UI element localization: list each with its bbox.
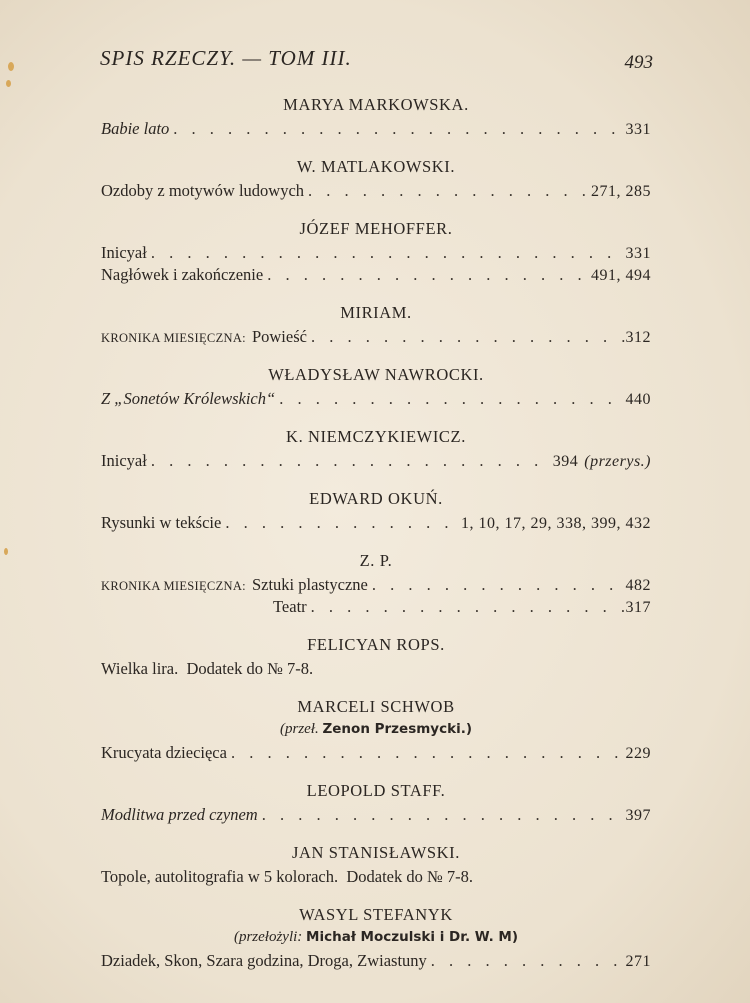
entry-title: Sztuki plastyczne xyxy=(251,575,368,594)
dot-leader xyxy=(427,950,626,972)
dot-leader xyxy=(368,574,626,596)
translator-label: (przełożyli: xyxy=(233,929,303,945)
entry-pages: 271 xyxy=(625,953,651,970)
toc-section xyxy=(101,91,651,140)
entry-title: Inicyał xyxy=(101,451,147,470)
author-heading: FELICYAN ROPS. xyxy=(307,635,445,654)
toc-section xyxy=(101,901,651,972)
dot-leader xyxy=(169,118,625,140)
toc-entry xyxy=(101,242,651,264)
entry-title: Babie lato xyxy=(101,119,170,138)
dot-leader xyxy=(147,242,626,264)
entry-title: Modlitwa przed czynem xyxy=(101,805,258,824)
entry-pages: 440 xyxy=(625,391,651,408)
paper-stain xyxy=(8,62,14,71)
entry-title: Ozdoby z motywów ludowych xyxy=(101,181,305,200)
entry-prefix: KRONIKA MIESIĘCZNA: xyxy=(101,331,246,345)
entry-title: Wielka lira. Dodatek do № 7-8. xyxy=(101,659,314,678)
toc-entry xyxy=(101,950,651,972)
toc-section xyxy=(101,839,651,888)
dot-leader xyxy=(147,450,553,472)
author-heading: WASYL STEFANYK xyxy=(299,905,453,924)
author-heading: WŁADYSŁAW NAWROCKI. xyxy=(268,365,484,384)
toc-entry xyxy=(101,450,651,472)
entry-title: Dziadek, Skon, Szara godzina, Droga, Zwiastuny xyxy=(101,951,427,970)
author-heading: K. NIEMCZYKIEWICZ. xyxy=(286,427,466,446)
toc-section xyxy=(101,631,651,680)
toc-entry xyxy=(101,512,651,534)
entry-title: Powieść xyxy=(251,327,307,346)
dot-leader xyxy=(227,742,626,764)
toc-entry xyxy=(101,804,651,826)
entry-title: Nagłówek i zakończenie xyxy=(101,265,264,284)
author-heading: MARYA MARKOWSKA. xyxy=(283,95,469,114)
toc-entry xyxy=(101,264,651,286)
entry-prefix: KRONIKA MIESIĘCZNA: xyxy=(101,579,246,593)
dot-leader xyxy=(307,326,626,348)
toc-entry xyxy=(101,866,651,888)
toc-entry xyxy=(101,118,651,140)
author-heading: Z. P. xyxy=(359,551,393,570)
author-heading: JAN STANISŁAWSKI. xyxy=(292,843,460,862)
toc-entry xyxy=(101,742,651,764)
entry-title: Rysunki w tekście xyxy=(101,513,222,532)
dot-leader xyxy=(258,804,626,826)
dot-leader xyxy=(307,596,626,618)
toc-entry xyxy=(101,388,651,410)
table-of-contents xyxy=(101,91,651,985)
author-heading: MARCELI SCHWOB xyxy=(297,697,455,716)
dot-leader xyxy=(263,264,591,286)
page-header xyxy=(100,46,653,80)
toc-section xyxy=(101,153,651,202)
toc-entry xyxy=(101,658,651,680)
paper-stain xyxy=(6,80,11,87)
entry-pages: 1, 10, 17, 29, 338, 399, 432 xyxy=(461,515,651,532)
toc-section xyxy=(101,361,651,410)
dot-leader xyxy=(221,512,461,534)
toc-entry xyxy=(101,180,651,202)
author-heading: MIRIAM. xyxy=(340,303,412,322)
translator-name: Michał Moczulski i Dr. W. M) xyxy=(306,929,519,945)
entry-pages: 491, 494 xyxy=(591,267,651,284)
author-heading: JÓZEF MEHOFFER. xyxy=(299,219,453,238)
page-title: SPIS RZECZY. — TOM III. xyxy=(100,46,352,70)
dot-leader xyxy=(304,180,591,202)
entry-pages: 397 xyxy=(625,807,651,824)
entry-pages: 229 xyxy=(625,745,651,762)
paper-stain xyxy=(4,548,8,555)
toc-section xyxy=(101,485,651,534)
toc-section xyxy=(101,547,651,618)
entry-title: Topole, autolitografia w 5 kolorach. Dodatek do № 7-8. xyxy=(101,867,473,886)
entry-title: Z „Sonetów Królewskich“ xyxy=(101,389,276,408)
author-heading: W. MATLAKOWSKI. xyxy=(296,157,456,176)
entry-title: Teatr xyxy=(273,597,307,616)
toc-entry xyxy=(101,326,651,348)
entry-pages: 312 xyxy=(625,329,651,346)
entry-pages: 331 xyxy=(625,245,651,262)
author-heading: EDWARD OKUŃ. xyxy=(309,489,443,508)
toc-entry xyxy=(101,574,651,596)
translator-line xyxy=(101,720,651,742)
author-heading: LEOPOLD STAFF. xyxy=(306,781,446,800)
page-number: 493 xyxy=(624,52,653,73)
toc-section xyxy=(101,777,651,826)
entry-pages: 317 xyxy=(625,599,651,616)
toc-section xyxy=(101,299,651,348)
toc-entry xyxy=(101,596,651,618)
entry-note: (przerys.) xyxy=(584,453,651,470)
entry-pages: 394 xyxy=(552,453,579,470)
dot-leader xyxy=(275,388,625,410)
translator-label: (przeł. xyxy=(279,721,319,737)
entry-pages: 482 xyxy=(625,577,651,594)
entry-pages: 271, 285 xyxy=(591,183,651,200)
entry-title: Inicyał xyxy=(101,243,147,262)
translator-name: Zenon Przesmycki.) xyxy=(322,721,472,737)
translator-line xyxy=(101,928,651,950)
toc-section xyxy=(101,693,651,764)
entry-pages: 331 xyxy=(625,121,651,138)
toc-section xyxy=(101,423,651,472)
entry-title: Krucyata dziecięca xyxy=(101,743,227,762)
toc-section xyxy=(101,215,651,286)
